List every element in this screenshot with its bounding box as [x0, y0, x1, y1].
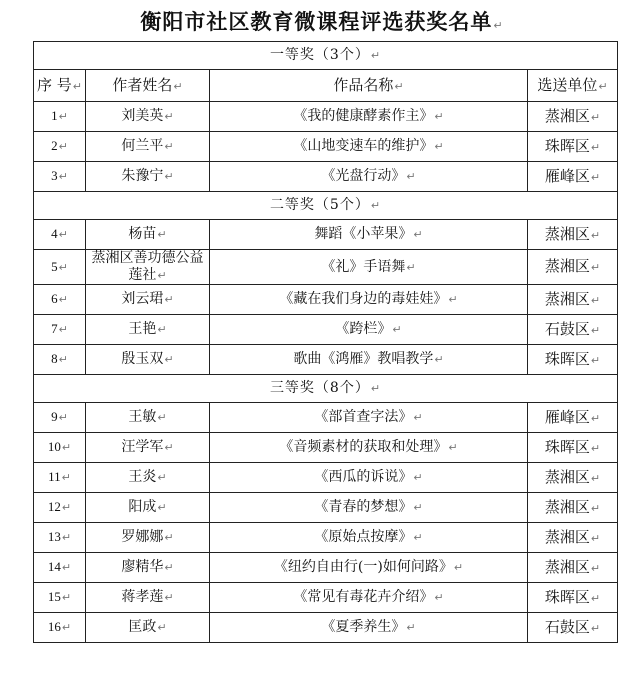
table-row: [34, 493, 618, 523]
page-title-text: 衡阳市社区教育微课程评选获奖名单: [140, 9, 493, 34]
row-author-value: 王炎: [128, 469, 157, 485]
paragraph-mark-icon: ↵: [173, 79, 183, 93]
row-unit: [528, 102, 618, 132]
paragraph-mark-icon: ↵: [58, 140, 68, 153]
paragraph-mark-icon: ↵: [61, 561, 72, 574]
row-unit: [528, 403, 618, 433]
row-number: [34, 220, 86, 250]
row-number-value: 3: [51, 168, 58, 183]
row-author-value: 廖精华: [121, 559, 164, 575]
row-work: [210, 613, 528, 643]
row-work: [210, 162, 528, 192]
paragraph-mark-icon: ↵: [434, 140, 444, 153]
paragraph-mark-icon: ↵: [406, 170, 416, 183]
paragraph-mark-icon: ↵: [61, 531, 72, 544]
row-number: [34, 102, 86, 132]
paragraph-mark-icon: ↵: [590, 621, 601, 635]
paragraph-mark-icon: ↵: [61, 591, 72, 604]
row-unit: [528, 285, 618, 315]
table-row: [34, 613, 618, 643]
row-work-value: 《西瓜的诉说》: [314, 469, 413, 485]
paragraph-mark-icon: ↵: [157, 501, 167, 514]
paragraph-mark-icon: ↵: [590, 353, 601, 367]
paragraph-mark-icon: ↵: [61, 471, 71, 484]
row-unit: [528, 433, 618, 463]
row-number: [34, 250, 86, 285]
table-row: [34, 553, 618, 583]
row-unit-value: 石鼓区: [544, 319, 590, 338]
paragraph-mark-icon: ↵: [58, 170, 68, 183]
paragraph-mark-icon: ↵: [394, 79, 404, 93]
row-author-value: 王敏: [128, 409, 157, 425]
paragraph-mark-icon: ↵: [157, 471, 167, 484]
paragraph-mark-icon: ↵: [493, 19, 504, 32]
row-author-value: 汪学军: [121, 439, 164, 455]
row-number: [34, 463, 86, 493]
paragraph-mark-icon: ↵: [164, 110, 174, 123]
header-author-label: 作者姓名: [112, 75, 173, 94]
paragraph-mark-icon: ↵: [453, 561, 464, 574]
row-author: [86, 315, 210, 345]
row-work: [210, 553, 528, 583]
row-author-value: 罗娜娜: [121, 529, 164, 545]
row-unit: [528, 220, 618, 250]
paragraph-mark-icon: ↵: [157, 323, 167, 336]
paragraph-mark-icon: ↵: [58, 228, 68, 241]
row-unit: [528, 583, 618, 613]
row-author: [86, 493, 210, 523]
section-first-prize: [34, 42, 618, 70]
row-work: [210, 493, 528, 523]
row-work-value: 《跨栏》: [335, 321, 392, 337]
table-row: [34, 285, 618, 315]
paragraph-mark-icon: ↵: [370, 382, 382, 395]
paragraph-mark-icon: ↵: [164, 591, 174, 604]
row-unit: [528, 315, 618, 345]
row-author: [86, 250, 210, 285]
paragraph-mark-icon: ↵: [164, 293, 174, 306]
row-unit-value: 雁峰区: [544, 166, 590, 185]
paragraph-mark-icon: ↵: [406, 621, 416, 634]
row-work-value: 《纽约自由行(一)如何问路》: [273, 559, 453, 575]
row-author-value: 何兰平: [121, 138, 164, 154]
table-row: [34, 250, 618, 285]
paragraph-mark-icon: ↵: [413, 501, 423, 514]
paragraph-mark-icon: ↵: [370, 49, 382, 62]
row-number: [34, 162, 86, 192]
row-number-value: 14: [47, 559, 61, 574]
paragraph-mark-icon: ↵: [58, 411, 68, 424]
row-author: [86, 220, 210, 250]
row-work-value: 《礼》手语舞: [321, 258, 406, 275]
paragraph-mark-icon: ↵: [448, 441, 458, 454]
row-author-value: 刘云珺: [121, 291, 164, 307]
row-unit: [528, 553, 618, 583]
paragraph-mark-icon: ↵: [590, 531, 601, 545]
paragraph-mark-icon: ↵: [164, 441, 174, 454]
row-unit-value: 蒸湘区: [544, 224, 590, 243]
row-author-value: 殷玉双: [121, 351, 164, 367]
row-number: [34, 613, 86, 643]
section-label: 一等奖（3个）: [269, 47, 370, 63]
row-author: [86, 613, 210, 643]
row-work: [210, 523, 528, 553]
table-row: [34, 583, 618, 613]
row-work-value: 舞蹈《小苹果》: [314, 226, 413, 242]
row-number-value: 13: [47, 529, 61, 544]
row-author: [86, 285, 210, 315]
header-row: [34, 70, 618, 102]
section-second-prize: [34, 192, 618, 220]
row-unit-value: 珠晖区: [544, 136, 590, 155]
row-unit-value: 蒸湘区: [544, 467, 590, 486]
row-number-value: 10: [47, 439, 61, 454]
row-author-value: 蒋孝莲: [121, 589, 164, 605]
awards-table-body: [34, 42, 618, 643]
row-number-value: 15: [47, 589, 61, 604]
paragraph-mark-icon: ↵: [590, 261, 601, 274]
row-author: [86, 403, 210, 433]
row-work: [210, 250, 528, 285]
row-number-value: 9: [51, 409, 58, 424]
paragraph-mark-icon: ↵: [164, 140, 174, 153]
table-row: [34, 220, 618, 250]
row-author: [86, 162, 210, 192]
row-work-value: 《青春的梦想》: [314, 499, 413, 515]
table-row: [34, 315, 618, 345]
paragraph-mark-icon: ↵: [58, 323, 68, 336]
row-number: [34, 345, 86, 375]
header-author: [86, 70, 210, 102]
row-number: [34, 523, 86, 553]
header-number: [34, 70, 86, 102]
row-work: [210, 220, 528, 250]
paragraph-mark-icon: ↵: [434, 591, 444, 604]
row-work: [210, 463, 528, 493]
row-unit-value: 珠晖区: [544, 587, 590, 606]
paragraph-mark-icon: ↵: [434, 353, 444, 366]
paragraph-mark-icon: ↵: [370, 199, 382, 212]
row-work: [210, 345, 528, 375]
table-row: [34, 162, 618, 192]
paragraph-mark-icon: ↵: [164, 531, 174, 544]
row-unit-value: 蒸湘区: [544, 497, 590, 516]
table-row: [34, 403, 618, 433]
paragraph-mark-icon: ↵: [157, 621, 167, 634]
row-author: [86, 433, 210, 463]
paragraph-mark-icon: ↵: [590, 323, 601, 337]
row-unit-value: 石鼓区: [544, 617, 590, 636]
row-author: [86, 583, 210, 613]
row-number-value: 4: [51, 226, 58, 241]
row-unit-value: 珠晖区: [544, 437, 590, 456]
row-unit-value: 蒸湘区: [544, 557, 590, 576]
row-number-value: 6: [51, 291, 58, 306]
paragraph-mark-icon: ↵: [58, 293, 68, 306]
paragraph-mark-icon: ↵: [61, 621, 72, 634]
paragraph-mark-icon: ↵: [590, 441, 601, 455]
paragraph-mark-icon: ↵: [590, 501, 601, 515]
paragraph-mark-icon: ↵: [406, 260, 416, 274]
paragraph-mark-icon: ↵: [590, 110, 601, 124]
table-row: [34, 102, 618, 132]
paragraph-mark-icon: ↵: [413, 531, 423, 544]
row-work-value: 歌曲《鸿雁》教唱教学: [293, 351, 434, 367]
row-number-value: 8: [51, 351, 58, 366]
row-author-value: 阳成: [128, 499, 157, 515]
row-author-value: 匡政: [128, 619, 157, 635]
row-number-value: 12: [47, 499, 61, 514]
paragraph-mark-icon: ↵: [413, 471, 423, 484]
section-label: 二等奖（5个）: [269, 197, 370, 213]
row-author: [86, 463, 210, 493]
paragraph-mark-icon: ↵: [590, 170, 601, 184]
row-work-value: 《部首查字法》: [314, 409, 413, 425]
row-number-value: 11: [48, 469, 61, 484]
paragraph-mark-icon: ↵: [590, 411, 601, 425]
paragraph-mark-icon: ↵: [598, 79, 608, 93]
row-number: [34, 403, 86, 433]
header-work: [210, 70, 528, 102]
row-work-value: 《常见有毒花卉介绍》: [293, 589, 434, 605]
table-row: [34, 463, 618, 493]
row-work: [210, 285, 528, 315]
row-author: [86, 102, 210, 132]
row-unit: [528, 613, 618, 643]
row-work-value: 《音频素材的获取和处理》: [279, 439, 448, 455]
paragraph-mark-icon: ↵: [164, 561, 174, 574]
row-unit: [528, 493, 618, 523]
paragraph-mark-icon: ↵: [72, 79, 82, 93]
paragraph-mark-icon: ↵: [448, 293, 458, 306]
row-author: [86, 132, 210, 162]
row-author: [86, 345, 210, 375]
table-row: [34, 345, 618, 375]
row-unit: [528, 132, 618, 162]
row-number: [34, 285, 86, 315]
paragraph-mark-icon: ↵: [157, 228, 167, 241]
row-number: [34, 433, 86, 463]
row-number-value: 5: [51, 258, 58, 274]
row-unit-value: 蒸湘区: [544, 106, 590, 125]
row-number: [34, 315, 86, 345]
header-unit: [528, 70, 618, 102]
row-author-value: 刘美英: [121, 108, 164, 124]
row-number-value: 2: [51, 138, 58, 153]
table-row: [34, 132, 618, 162]
section-row-third: [34, 375, 618, 403]
row-unit: [528, 345, 618, 375]
row-number-value: 1: [51, 108, 58, 123]
paragraph-mark-icon: ↵: [590, 471, 601, 485]
row-unit: [528, 162, 618, 192]
paragraph-mark-icon: ↵: [590, 140, 601, 154]
section-row-second: [34, 192, 618, 220]
row-work-value: 《山地变速车的维护》: [293, 138, 434, 154]
paragraph-mark-icon: ↵: [164, 353, 174, 366]
table-row: [34, 433, 618, 463]
paragraph-mark-icon: ↵: [392, 323, 402, 336]
row-work: [210, 102, 528, 132]
paragraph-mark-icon: ↵: [58, 353, 68, 366]
row-unit: [528, 523, 618, 553]
paragraph-mark-icon: ↵: [590, 228, 601, 242]
row-work-value: 《原始点按摩》: [314, 529, 413, 545]
section-row-first: [34, 42, 618, 70]
row-work: [210, 403, 528, 433]
row-author-value: 王艳: [128, 321, 157, 337]
paragraph-mark-icon: ↵: [590, 293, 601, 307]
page-title: [0, 6, 644, 36]
section-third-prize: [34, 375, 618, 403]
paragraph-mark-icon: ↵: [590, 591, 601, 605]
row-unit-value: 雁峰区: [544, 407, 590, 426]
paragraph-mark-icon: ↵: [413, 228, 423, 241]
paragraph-mark-icon: ↵: [58, 260, 68, 274]
header-work-label: 作品名称: [333, 75, 394, 94]
paragraph-mark-icon: ↵: [434, 110, 444, 123]
row-unit: [528, 463, 618, 493]
row-work: [210, 433, 528, 463]
row-work-value: 《夏季养生》: [321, 619, 406, 635]
row-work-value: 《藏在我们身边的毒娃娃》: [279, 291, 448, 307]
paragraph-mark-icon: ↵: [413, 411, 423, 424]
row-work: [210, 315, 528, 345]
paragraph-mark-icon: ↵: [61, 501, 72, 514]
row-author-value: 朱豫宁: [121, 168, 164, 184]
row-author: [86, 523, 210, 553]
paragraph-mark-icon: ↵: [61, 441, 72, 454]
awards-table: [33, 41, 618, 643]
row-work: [210, 583, 528, 613]
row-number: [34, 132, 86, 162]
row-unit-value: 蒸湘区: [544, 257, 590, 275]
row-number-value: 16: [47, 619, 61, 634]
row-work: [210, 132, 528, 162]
row-unit: [528, 250, 618, 285]
section-label: 三等奖（8个）: [269, 380, 370, 396]
row-unit-value: 蒸湘区: [544, 289, 590, 308]
row-work-value: 《我的健康酵素作主》: [293, 108, 434, 124]
row-author-value: 蒸湘区善功德公益莲社: [91, 250, 204, 283]
row-number: [34, 583, 86, 613]
row-unit-value: 蒸湘区: [544, 527, 590, 546]
row-author: [86, 553, 210, 583]
paragraph-mark-icon: ↵: [157, 411, 167, 424]
row-unit-value: 珠晖区: [544, 349, 590, 368]
paragraph-mark-icon: ↵: [58, 110, 68, 123]
table-row: [34, 523, 618, 553]
row-author-value: 杨苗: [128, 226, 157, 242]
paragraph-mark-icon: ↵: [164, 170, 174, 183]
paragraph-mark-icon: ↵: [590, 561, 601, 575]
row-number: [34, 553, 86, 583]
row-number: [34, 493, 86, 523]
paragraph-mark-icon: ↵: [157, 269, 167, 282]
row-number-value: 7: [51, 321, 58, 336]
header-number-label: 序 号: [37, 75, 72, 94]
header-unit-label: 选送单位: [537, 75, 598, 94]
row-work-value: 《光盘行动》: [321, 168, 406, 184]
